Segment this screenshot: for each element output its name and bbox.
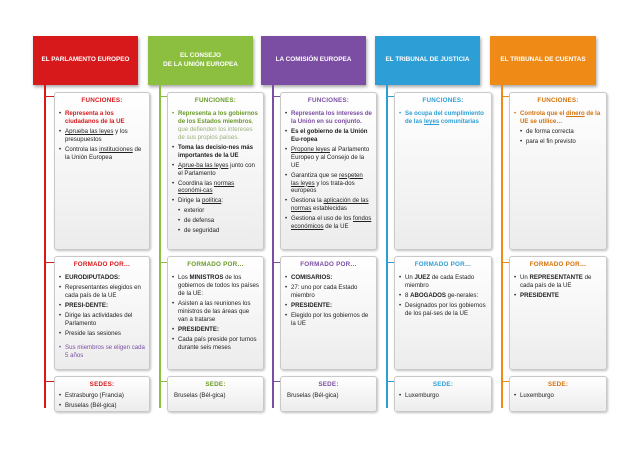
formado-title: FORMADO POR… <box>529 261 587 268</box>
list-item: • Representa los intereses de la Unión en su conjunto. <box>285 110 372 126</box>
formado-title: FORMADO POR… <box>300 261 357 268</box>
list-item: • Coordina las normas económi-cas <box>172 180 259 196</box>
consejo-formado-box <box>167 256 264 370</box>
list-item: • Luxemburgo <box>399 392 487 400</box>
cuentas-sede-box <box>509 376 607 412</box>
list-item: • exterior <box>172 207 259 215</box>
formado-title: FORMADO POR… <box>73 261 131 268</box>
list-item: • Es el gobierno de la Unión Eu-ropea <box>285 128 372 144</box>
list-item: • Preside las sesiones <box>59 330 145 338</box>
funciones-title: FUNCIONES: <box>307 97 350 104</box>
parlamento-sedes-box <box>54 376 150 412</box>
comision-funciones-box <box>280 92 377 250</box>
list-item: • Aprue-ba las leyes junto con el Parlamento <box>172 162 259 178</box>
list-item: • Asisten a las reuniones los ministros de las áreas que van a tratarse <box>172 300 259 324</box>
list-item: • Bruselas (Bél-gica) <box>59 402 145 410</box>
funciones-title: FUNCIONES: <box>537 97 579 104</box>
list-item: • Controla las instituciones de la Unión Europea <box>59 146 145 162</box>
sede-value: Bruselas (Bél-gica) <box>287 392 339 400</box>
parlamento-funciones-box <box>54 92 150 250</box>
justicia-connector <box>386 85 388 408</box>
list-item: • Gestiona la aplicación de las normas establecidas <box>285 197 372 213</box>
formado-title: FORMADO POR… <box>414 261 472 268</box>
sede-title: SEDE: <box>205 381 226 388</box>
list-item: • Representa a los gobiernos de los Estados miembros, que defienden los intereses de sus propios países. <box>172 110 259 142</box>
cuentas-funciones-box <box>509 92 607 250</box>
list-item: • Dirige las actividades del Parlamento <box>59 312 145 328</box>
justicia-formado-box <box>394 256 492 370</box>
justicia-sede-box <box>394 376 492 412</box>
list-item: • Sus miembros se eligen cada 5 años <box>59 344 145 360</box>
list-item: • Un REPRESENTANTE de cada país de la UE <box>514 274 602 290</box>
list-item: • COMISARIOS: <box>285 274 372 282</box>
sedes-title: SEDES: <box>89 381 115 388</box>
parlamento-connector <box>44 85 46 408</box>
parlamento-header: EL PARLAMENTO EUROPEO <box>33 36 138 85</box>
consejo-sede-box <box>167 376 264 412</box>
list-item: • Estrasburgo (Francia) <box>59 392 145 400</box>
list-item: • Representa a los ciudadanos de la UE <box>59 110 145 126</box>
cuentas-connector <box>501 85 503 408</box>
list-item: • Propone leyes al Parlamento Europeo y al Consejo de la UE <box>285 146 372 170</box>
sede-title: SEDE: <box>432 381 454 388</box>
list-item: • Toma las decisio-nes más importantes de la UE <box>172 144 259 160</box>
consejo-header: EL CONSEJO DE LA UNIÓN EUROPEA <box>148 36 253 85</box>
sede-title: SEDE: <box>318 381 339 388</box>
formado-title: FORMADO POR… <box>187 261 244 268</box>
list-item: • Se ocupa del cumplimiento de las leyes comunitarias <box>399 110 487 126</box>
list-item: • de seguridad <box>172 227 259 235</box>
list-item: • Dirige la política: <box>172 197 259 205</box>
list-item: • Un JUEZ de cada Estado miembro <box>399 274 487 290</box>
list-item: • PRESI-DENTE: <box>59 302 145 310</box>
list-item: • EURODIPUTADOS: <box>59 274 145 282</box>
funciones-title: FUNCIONES: <box>194 97 237 104</box>
list-item: • Luxemburgo <box>514 392 602 400</box>
list-item: • Designados por los gobiernos de los paí-ses de la UE <box>399 302 487 318</box>
sede-value: Bruselas (Bél-gica) <box>174 392 226 400</box>
list-item: • Controla que el dinero de la UE se utilice… <box>514 110 602 126</box>
list-item: • PRESIDENTE: <box>285 302 372 310</box>
list-item: • Gestiona el uso de los fondos económicos de la UE <box>285 215 372 231</box>
parlamento-formado-box <box>54 256 150 370</box>
list-item: • Elegido por los gobiernos de la UE <box>285 312 372 328</box>
list-item: • de defensa <box>172 217 259 225</box>
list-item: • Garantiza que se respeten las leyes y los trata-dos europeos <box>285 172 372 196</box>
justicia-header: EL TRIBUNAL DE JUSTICIA <box>375 36 480 85</box>
list-item: • PRESIDENTE <box>514 292 602 300</box>
list-item: • Los MINISTROS de los gobiernos de todos los países de la UE: <box>172 274 259 298</box>
list-item: • 27: uno por cada Estado miembro <box>285 284 372 300</box>
comision-formado-box <box>280 256 377 370</box>
justicia-funciones-box <box>394 92 492 250</box>
comision-connector <box>272 85 274 408</box>
list-item: • 8 ABOGADOS ge-nerales: <box>399 292 487 300</box>
comision-sede-box <box>280 376 377 412</box>
consejo-connector <box>159 85 161 408</box>
list-item: • de forma correcta <box>514 128 602 136</box>
sede-title: SEDE: <box>547 381 569 388</box>
list-item: • Cada país preside por turnos durante seis meses <box>172 336 259 352</box>
funciones-title: FUNCIONES: <box>81 97 123 104</box>
list-item: • Aprueba las leyes y los presupuestos <box>59 128 145 144</box>
funciones-title: FUNCIONES: <box>422 97 464 104</box>
cuentas-header: EL TRIBUNAL DE CUENTAS <box>490 36 596 85</box>
comision-header: LA COMISIÓN EUROPEA <box>261 36 366 85</box>
consejo-funciones-box <box>167 92 264 250</box>
cuentas-formado-box <box>509 256 607 370</box>
list-item: • PRESIDENTE: <box>172 326 259 334</box>
list-item: • Representantes elegidos en cada país de la UE <box>59 284 145 300</box>
list-item: • para el fin previsto <box>514 138 602 146</box>
